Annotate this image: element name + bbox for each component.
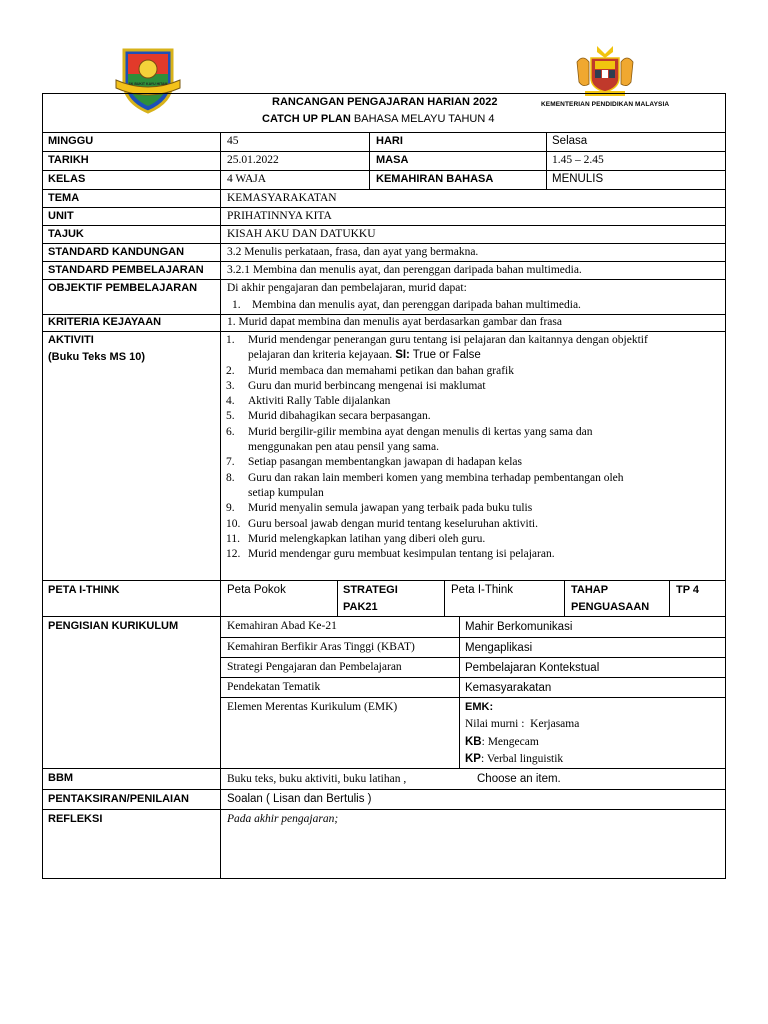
tahap-penguasaan-label-1: TAHAP — [571, 584, 609, 596]
aktiviti-item-number: 7. — [226, 456, 235, 469]
aktiviti-item-text: Guru dan rakan lain memberi komen yang membina terhadap pembentangan oleh — [248, 471, 624, 484]
tema-label: TEMA — [48, 192, 80, 204]
aktiviti-label: AKTIVITI — [48, 334, 94, 346]
list-item — [226, 501, 721, 516]
kb-line — [465, 735, 539, 749]
unit-label: UNIT — [48, 210, 74, 222]
strategi-pak21-label-2: PAK21 — [343, 601, 378, 613]
tarikh-label: TARIKH — [48, 154, 89, 166]
plan-subtitle-rest: BAHASA MELAYU TAHUN 4 — [353, 113, 495, 125]
kb-value: : Mengecam — [481, 736, 539, 748]
masa-label: MASA — [376, 154, 409, 166]
aktiviti-item-text-cont: menggunakan pen atau pensil yang sama. — [248, 441, 439, 454]
aktiviti-list — [226, 333, 721, 562]
list-item — [226, 455, 721, 470]
plan-subtitle-bold: CATCH UP PLAN — [262, 113, 351, 125]
refleksi-value[interactable]: Pada akhir pengajaran; — [227, 813, 339, 825]
tahap-penguasaan-value: TP 4 — [676, 584, 700, 596]
strategi-pdp-label: Strategi Pengajaran dan Pembelajaran — [227, 661, 402, 673]
list-item — [226, 379, 721, 394]
minggu-value: 45 — [227, 135, 239, 147]
objektif-intro: Di akhir pengajaran dan pembelajaran, murid dapat: — [227, 282, 467, 294]
choose-item-dropdown[interactable]: Choose an item. — [477, 773, 561, 785]
aktiviti-item-number: 6. — [226, 425, 235, 438]
si-label: SI: — [395, 349, 410, 362]
pentaksiran-label: PENTAKSIRAN/PENILAIAN — [48, 793, 189, 805]
kriteria-value: 1. Murid dapat membina dan menulis ayat berdasarkan gambar dan frasa — [227, 316, 562, 328]
malaysia-coat-of-arms-logo — [573, 44, 637, 98]
list-item — [226, 532, 721, 547]
peta-ithink-value: Peta Pokok — [227, 584, 286, 596]
list-item — [226, 364, 721, 379]
school-crest-logo — [112, 44, 184, 116]
aktiviti-item-number: 9. — [226, 502, 235, 515]
aktiviti-item-text: Murid melengkapkan latihan yang diberi oleh guru. — [248, 532, 486, 545]
aktiviti-item-number: 2. — [226, 364, 235, 377]
kbat-label: Kemahiran Berfikir Aras Tinggi (KBAT) — [227, 641, 415, 653]
bbm-label: BBM — [48, 772, 74, 784]
nilai-murni-label: Nilai murni : — [465, 718, 525, 730]
aktiviti-item-text: Murid dibahagikan secara berpasangan. — [248, 410, 431, 423]
kp-line — [465, 752, 563, 766]
kp-value: : Verbal linguistik — [480, 753, 564, 765]
list-item — [226, 471, 721, 502]
list-item — [226, 409, 721, 424]
aktiviti-item-text: Guru dan murid berbincang mengenai isi maklumat — [248, 379, 486, 392]
list-item — [226, 333, 721, 364]
pengisian-kurikulum-label: PENGISIAN KURIKULUM — [48, 620, 179, 632]
objektif-item-number: 1. — [232, 299, 241, 311]
tarikh-value: 25.01.2022 — [227, 154, 279, 166]
masa-value: 1.45 – 2.45 — [552, 154, 604, 166]
plan-title: RANCANGAN PENGAJARAN HARIAN 2022 — [272, 96, 498, 108]
emk-heading: EMK: — [465, 701, 494, 713]
aktiviti-item-number: 8. — [226, 471, 235, 484]
minggu-label: MINGGU — [48, 135, 94, 147]
kriteria-label: KRITERIA KEJAYAAN — [48, 316, 162, 328]
aktiviti-item-text-cont: pelajaran dan kriteria kejayaan. — [248, 349, 393, 362]
aktiviti-item-text: Aktiviti Rally Table dijalankan — [248, 395, 391, 408]
aktiviti-item-text: Murid membaca dan memahami petikan dan bahan grafik — [248, 364, 514, 377]
abad-21-value: Mahir Berkomunikasi — [465, 621, 573, 633]
aktiviti-item-number: 3. — [226, 379, 235, 392]
kemahiran-value: MENULIS — [552, 173, 604, 185]
aktiviti-item-text: Setiap pasangan membentangkan jawapan di hadapan kelas — [248, 456, 522, 469]
tajuk-label: TAJUK — [48, 228, 84, 240]
kelas-value: 4 WAJA — [227, 173, 267, 185]
nilai-murni — [465, 717, 579, 731]
hari-label: HARI — [376, 135, 403, 147]
objektif-label: OBJEKTIF PEMBELAJARAN — [48, 282, 198, 294]
aktiviti-item-text: Murid mendengar guru membuat kesimpulan tentang isi pelajaran. — [248, 548, 555, 561]
aktiviti-item-text: Murid menyalin semula jawapan yang terbaik pada buku tulis — [248, 502, 533, 515]
hari-value: Selasa — [552, 135, 588, 147]
kb-label: KB — [465, 736, 482, 748]
list-item — [226, 547, 721, 562]
aktiviti-item-number: 1. — [226, 334, 235, 346]
kp-label: KP — [465, 753, 481, 765]
unit-value: PRIHATINNYA KITA — [227, 210, 332, 222]
aktiviti-item-number: 12. — [226, 548, 241, 561]
list-item — [226, 394, 721, 409]
strategi-pak21-label-1: STRATEGI — [343, 584, 398, 596]
tematik-label: Pendekatan Tematik — [227, 681, 321, 693]
kelas-label: KELAS — [48, 173, 86, 185]
ministry-name: KEMENTERIAN PENDIDIKAN MALAYSIA — [541, 101, 670, 108]
school-crest-banner: SK BUKIT KAYU HITAM — [128, 82, 168, 86]
aktiviti-item-text: Guru bersoal jawab dengan murid tentang keseluruhan aktiviti. — [248, 517, 538, 530]
aktiviti-item-number: 10. — [226, 517, 241, 530]
aktiviti-item-number: 4. — [226, 395, 235, 408]
bbm-value: Buku teks, buku aktiviti, buku latihan , — [227, 773, 407, 785]
emk-label: Elemen Merentas Kurikulum (EMK) — [227, 701, 398, 713]
aktiviti-sublabel: (Buku Teks MS 10) — [48, 351, 145, 363]
tahap-penguasaan-label-2: PENGUASAAN — [571, 601, 650, 613]
aktiviti-item-text-cont: setiap kumpulan — [248, 486, 324, 499]
standard-pembelajaran-value: 3.2.1 Membina dan menulis ayat, dan perenggan daripada bahan multimedia. — [227, 264, 582, 276]
kbat-value: Mengaplikasi — [465, 642, 533, 654]
aktiviti-item-number: 11. — [226, 532, 240, 545]
strategi-pak21-value: Peta I-Think — [451, 584, 513, 596]
standard-kandungan-value: 3.2 Menulis perkataan, frasa, dan ayat yang bermakna. — [227, 246, 479, 258]
kemahiran-label: KEMAHIRAN BAHASA — [376, 173, 494, 185]
aktiviti-item-number: 5. — [226, 410, 235, 423]
strategi-pdp-value: Pembelajaran Kontekstual — [465, 662, 600, 674]
pentaksiran-value: Soalan ( Lisan dan Bertulis ) — [227, 793, 372, 805]
si-value: True or False — [412, 349, 481, 362]
objektif-item: Membina dan menulis ayat, dan perenggan daripada bahan multimedia. — [252, 299, 581, 311]
standard-kandungan-label: STANDARD KANDUNGAN — [48, 246, 185, 258]
refleksi-label: REFLEKSI — [48, 813, 103, 825]
peta-ithink-label: PETA I-THINK — [48, 584, 120, 596]
aktiviti-item-text: Murid mendengar penerangan guru tentang isi pelajaran dan kaitannya dengan objektif — [248, 334, 648, 346]
abad-21-label: Kemahiran Abad Ke-21 — [227, 620, 337, 632]
tematik-value: Kemasyarakatan — [465, 682, 552, 694]
list-item — [226, 517, 721, 532]
standard-pembelajaran-label: STANDARD PEMBELAJARAN — [48, 264, 204, 276]
aktiviti-item-text: Murid bergilir-gilir membina ayat dengan menulis di kertas yang sama dan — [248, 425, 593, 438]
plan-subtitle — [262, 113, 495, 125]
list-item — [226, 425, 721, 456]
tajuk-value: KISAH AKU DAN DATUKKU — [227, 228, 376, 240]
nilai-murni-value: Kerjasama — [530, 718, 580, 730]
tema-value: KEMASYARAKATAN — [227, 192, 337, 204]
